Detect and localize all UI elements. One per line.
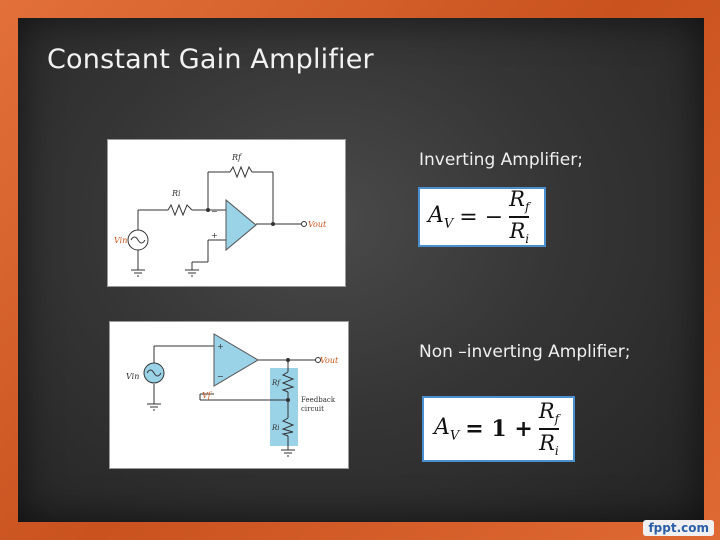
ri-label: Ri (272, 424, 280, 432)
vin-label: Vin (114, 236, 128, 245)
opamp-symbol (226, 200, 256, 250)
rf-label: Rf (232, 153, 241, 162)
opamp-plus-label: + (217, 342, 224, 351)
slide-title: Constant Gain Amplifier (47, 44, 374, 75)
ri-label: Ri (172, 189, 181, 198)
opamp-minus-label: − (217, 372, 224, 381)
vf-label: Vf (202, 391, 211, 400)
inverting-label: Inverting Amplifier; (419, 150, 583, 170)
ground-icon (131, 262, 199, 276)
feedback-label-1: Feedback (301, 396, 336, 404)
vin-label: Vin (126, 372, 140, 381)
noninverting-label: Non –inverting Amplifier; (419, 342, 631, 362)
inverting-circuit-image (107, 139, 346, 287)
opamp-plus-label: + (211, 231, 218, 240)
vout-label: Vout (308, 220, 327, 229)
noninverting-gain-equation: $A_V$ = 1 + $\frac{R_f}{R_i}$ (422, 396, 575, 462)
vout-label: Vout (320, 356, 339, 365)
inverting-gain-equation: $A_V$ = − $\frac{R_f}{R_i}$ (418, 187, 546, 247)
feedback-label-2: circuit (301, 405, 324, 413)
rf-resistor (230, 167, 252, 177)
opamp-minus-label: − (211, 207, 218, 216)
noninverting-circuit-image (109, 321, 349, 469)
rf-label: Rf (272, 379, 280, 387)
ri-resistor (168, 205, 192, 215)
watermark-logo: fppt.com (643, 520, 714, 536)
